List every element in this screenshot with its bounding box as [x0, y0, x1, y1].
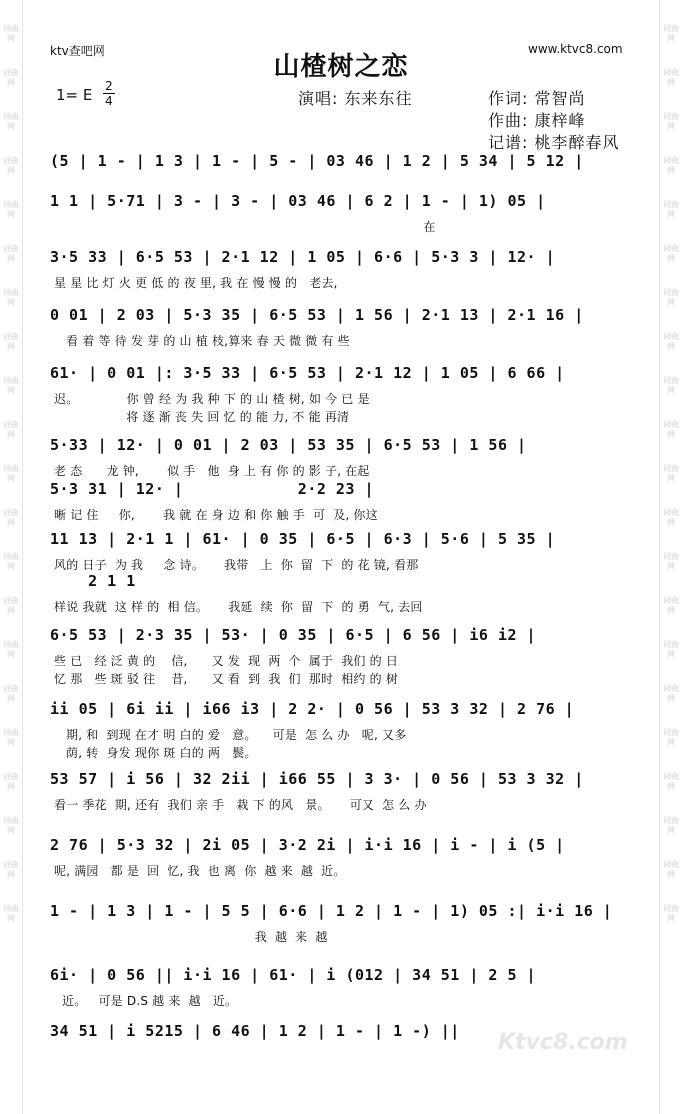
lyric-line: 晰 记 住 你, 我 就 在 身 边 和 你 触 手 可 及, 你这 — [54, 508, 378, 522]
side-watermark-text: 词曲网 — [3, 552, 19, 571]
song-title: 山楂树之恋 — [273, 52, 409, 82]
side-watermark-text: 词曲网 — [663, 200, 679, 219]
lyric-line: 迟。 你 曾 经 为 我 种 下 的 山 楂 树, 如 今 已 是 — [54, 392, 370, 406]
side-watermark-text: 词曲网 — [3, 376, 19, 395]
lyric-line: 期, 和 到现 在才 明 白的 爱 意。 可是 怎 么 办 呢, 又多 — [54, 728, 407, 742]
side-watermark-text: 词曲网 — [3, 464, 19, 483]
singer-credit: 演唱: 东来东往 — [298, 89, 413, 108]
lyric-line: 看 着 等 待 发 芽 的 山 植 枝,算来 春 天 微 微 有 些 — [54, 334, 350, 348]
side-watermark-text: 词曲网 — [3, 288, 19, 307]
notation-line: 2 1 1 — [50, 572, 136, 590]
notation-line: 5·33 | 12· | 0 01 | 2 03 | 53 35 | 6·5 53 | 1 56 | — [50, 436, 527, 454]
transcriber-credit: 记谱: 桃李醉春风 — [488, 133, 620, 152]
side-watermark-text: 词曲网 — [3, 596, 19, 615]
notation-line: 34 51 | i 5215 | 6 46 | 1 2 | 1 - | 1 -) || — [50, 1022, 460, 1040]
side-watermark-text: 词曲网 — [663, 420, 679, 439]
notation-line: 1 - | 1 3 | 1 - | 5 5 | 6·6 | 1 2 | 1 - | 1) 05 :| i·i 16 | — [50, 902, 613, 920]
side-watermark-text: 词曲网 — [663, 508, 679, 527]
side-watermark-text: 词曲网 — [663, 640, 679, 659]
side-watermark-text: 词曲网 — [3, 156, 19, 175]
composer-credit: 作曲: 康梓峰 — [488, 111, 586, 130]
side-watermark-text: 词曲网 — [3, 68, 19, 87]
side-watermark-text: 词曲网 — [3, 640, 19, 659]
notation-line: ii 05 | 6i ii | i66 i3 | 2 2· | 0 56 | 53 3 32 | 2 76 | — [50, 700, 575, 718]
lyric-line: 将 逐 渐 丧 失 回 忆 的 能 力, 不 能 再清 — [54, 410, 350, 424]
side-watermark-text: 词曲网 — [3, 728, 19, 747]
side-watermark-text: 词曲网 — [663, 24, 679, 43]
side-watermark-text: 词曲网 — [3, 24, 19, 43]
notation-line: 2 76 | 5·3 32 | 2i 05 | 3·2 2i | i·i 16 | i - | i (5 | — [50, 836, 565, 854]
side-watermark-text: 词曲网 — [3, 904, 19, 923]
notation-line: 53 57 | i 56 | 32 2ii | i66 55 | 3 3· | 0 56 | 53 3 32 | — [50, 770, 584, 788]
right-watermark-strip — [659, 0, 682, 1114]
side-watermark-text: 词曲网 — [663, 332, 679, 351]
notation-line: (5 | 1 - | 1 3 | 1 - | 5 - | 03 46 | 1 2 | 5 34 | 5 12 | — [50, 152, 584, 170]
lyric-line: 风的 日子 为 我 念 诗。 我带 上 你 留 下 的 花 镜, 看那 — [54, 558, 419, 572]
notation-line: 6i· | 0 56 || i·i 16 | 61· | i (012 | 34 51 | 2 5 | — [50, 966, 537, 984]
notation-line: 61· | 0 01 |: 3·5 33 | 6·5 53 | 2·1 12 | 1 05 | 6 66 | — [50, 364, 565, 382]
lyricist-credit: 作词: 常智尚 — [488, 89, 586, 108]
lyric-line: 看一 季花 期, 还有 我们 亲 手 栽 下 的风 景。 可又 怎 么 办 — [54, 798, 427, 812]
side-watermark-text: 词曲网 — [3, 508, 19, 527]
notation-line: 1 1 | 5·71 | 3 - | 3 - | 03 46 | 6 2 | 1 - | 1) 05 | — [50, 192, 546, 210]
side-watermark-text: 词曲网 — [3, 420, 19, 439]
side-watermark-text: 词曲网 — [663, 772, 679, 791]
key-signature: 1= E — [56, 86, 93, 104]
lyric-line: 样说 我就 这 样 的 相 信。 我延 续 你 留 下 的 勇 气, 去回 — [54, 600, 423, 614]
side-watermark-text: 词曲网 — [3, 772, 19, 791]
lyric-line: 近。 可是 D.S 越 来 越 近。 — [54, 994, 238, 1008]
side-watermark-text: 词曲网 — [663, 596, 679, 615]
side-watermark-text: 词曲网 — [663, 728, 679, 747]
time-signature-top: 2 — [105, 79, 113, 93]
side-watermark-text: 词曲网 — [663, 156, 679, 175]
side-watermark-text: 词曲网 — [663, 464, 679, 483]
side-watermark-text: 词曲网 — [3, 200, 19, 219]
side-watermark-text: 词曲网 — [663, 860, 679, 879]
notation-line: 3·5 33 | 6·5 53 | 2·1 12 | 1 05 | 6·6 | 5·3 3 | 12· | — [50, 248, 556, 266]
site-url-right: www.ktvc8.com — [528, 42, 623, 56]
left-watermark-strip — [0, 0, 23, 1114]
lyric-line: 在 — [54, 220, 436, 234]
side-watermark-text: 词曲网 — [663, 68, 679, 87]
time-signature — [103, 80, 115, 107]
lyric-line: 荫, 转 身发 现你 斑 白的 两 鬓。 — [54, 746, 257, 760]
site-name-left: ktv查吧网 — [50, 44, 105, 58]
side-watermark-text: 词曲网 — [663, 904, 679, 923]
lyric-line: 忆 那 些 斑 驳 往 昔, 又 看 到 我 们 那时 相约 的 树 — [54, 672, 399, 686]
notation-line: 11 13 | 2·1 1 | 61· | 0 35 | 6·5 | 6·3 | 5·6 | 5 35 | — [50, 530, 556, 548]
corner-watermark: Ktvc8.com — [498, 1030, 628, 1055]
notation-line: 6·5 53 | 2·3 35 | 53· | 0 35 | 6·5 | 6 56 | i6 i2 | — [50, 626, 537, 644]
lyric-line: 些 已 经 泛 黄 的 信, 又 发 现 两 个 属于 我们 的 日 — [54, 654, 399, 668]
notation-line: 5·3 31 | 12· | 2·2 23 | — [50, 480, 375, 498]
side-watermark-text: 词曲网 — [3, 112, 19, 131]
side-watermark-text: 词曲网 — [663, 112, 679, 131]
side-watermark-text: 词曲网 — [3, 684, 19, 703]
time-signature-bottom: 4 — [105, 94, 113, 108]
side-watermark-text: 词曲网 — [663, 816, 679, 835]
side-watermark-text: 词曲网 — [3, 860, 19, 879]
lyric-line: 老 态 龙 钟, 似 手 他 身 上 有 你 的 影 子, 在起 — [54, 464, 370, 478]
side-watermark-text: 词曲网 — [663, 376, 679, 395]
side-watermark-text: 词曲网 — [663, 684, 679, 703]
lyric-line: 星 星 比 灯 火 更 低 的 夜 里, 我 在 慢 慢 的 老去, — [54, 276, 338, 290]
side-watermark-text: 词曲网 — [3, 332, 19, 351]
side-watermark-text: 词曲网 — [663, 552, 679, 571]
notation-line: 0 01 | 2 03 | 5·3 35 | 6·5 53 | 1 56 | 2·1 13 | 2·1 16 | — [50, 306, 584, 324]
lyric-line: 我 越 来 越 — [54, 930, 328, 944]
side-watermark-text: 词曲网 — [663, 288, 679, 307]
lyric-line: 呢, 满园 都 是 回 忆, 我 也 离 你 越 来 越 近。 — [54, 864, 346, 878]
side-watermark-text: 词曲网 — [3, 816, 19, 835]
side-watermark-text: 词曲网 — [3, 244, 19, 263]
side-watermark-text: 词曲网 — [663, 244, 679, 263]
